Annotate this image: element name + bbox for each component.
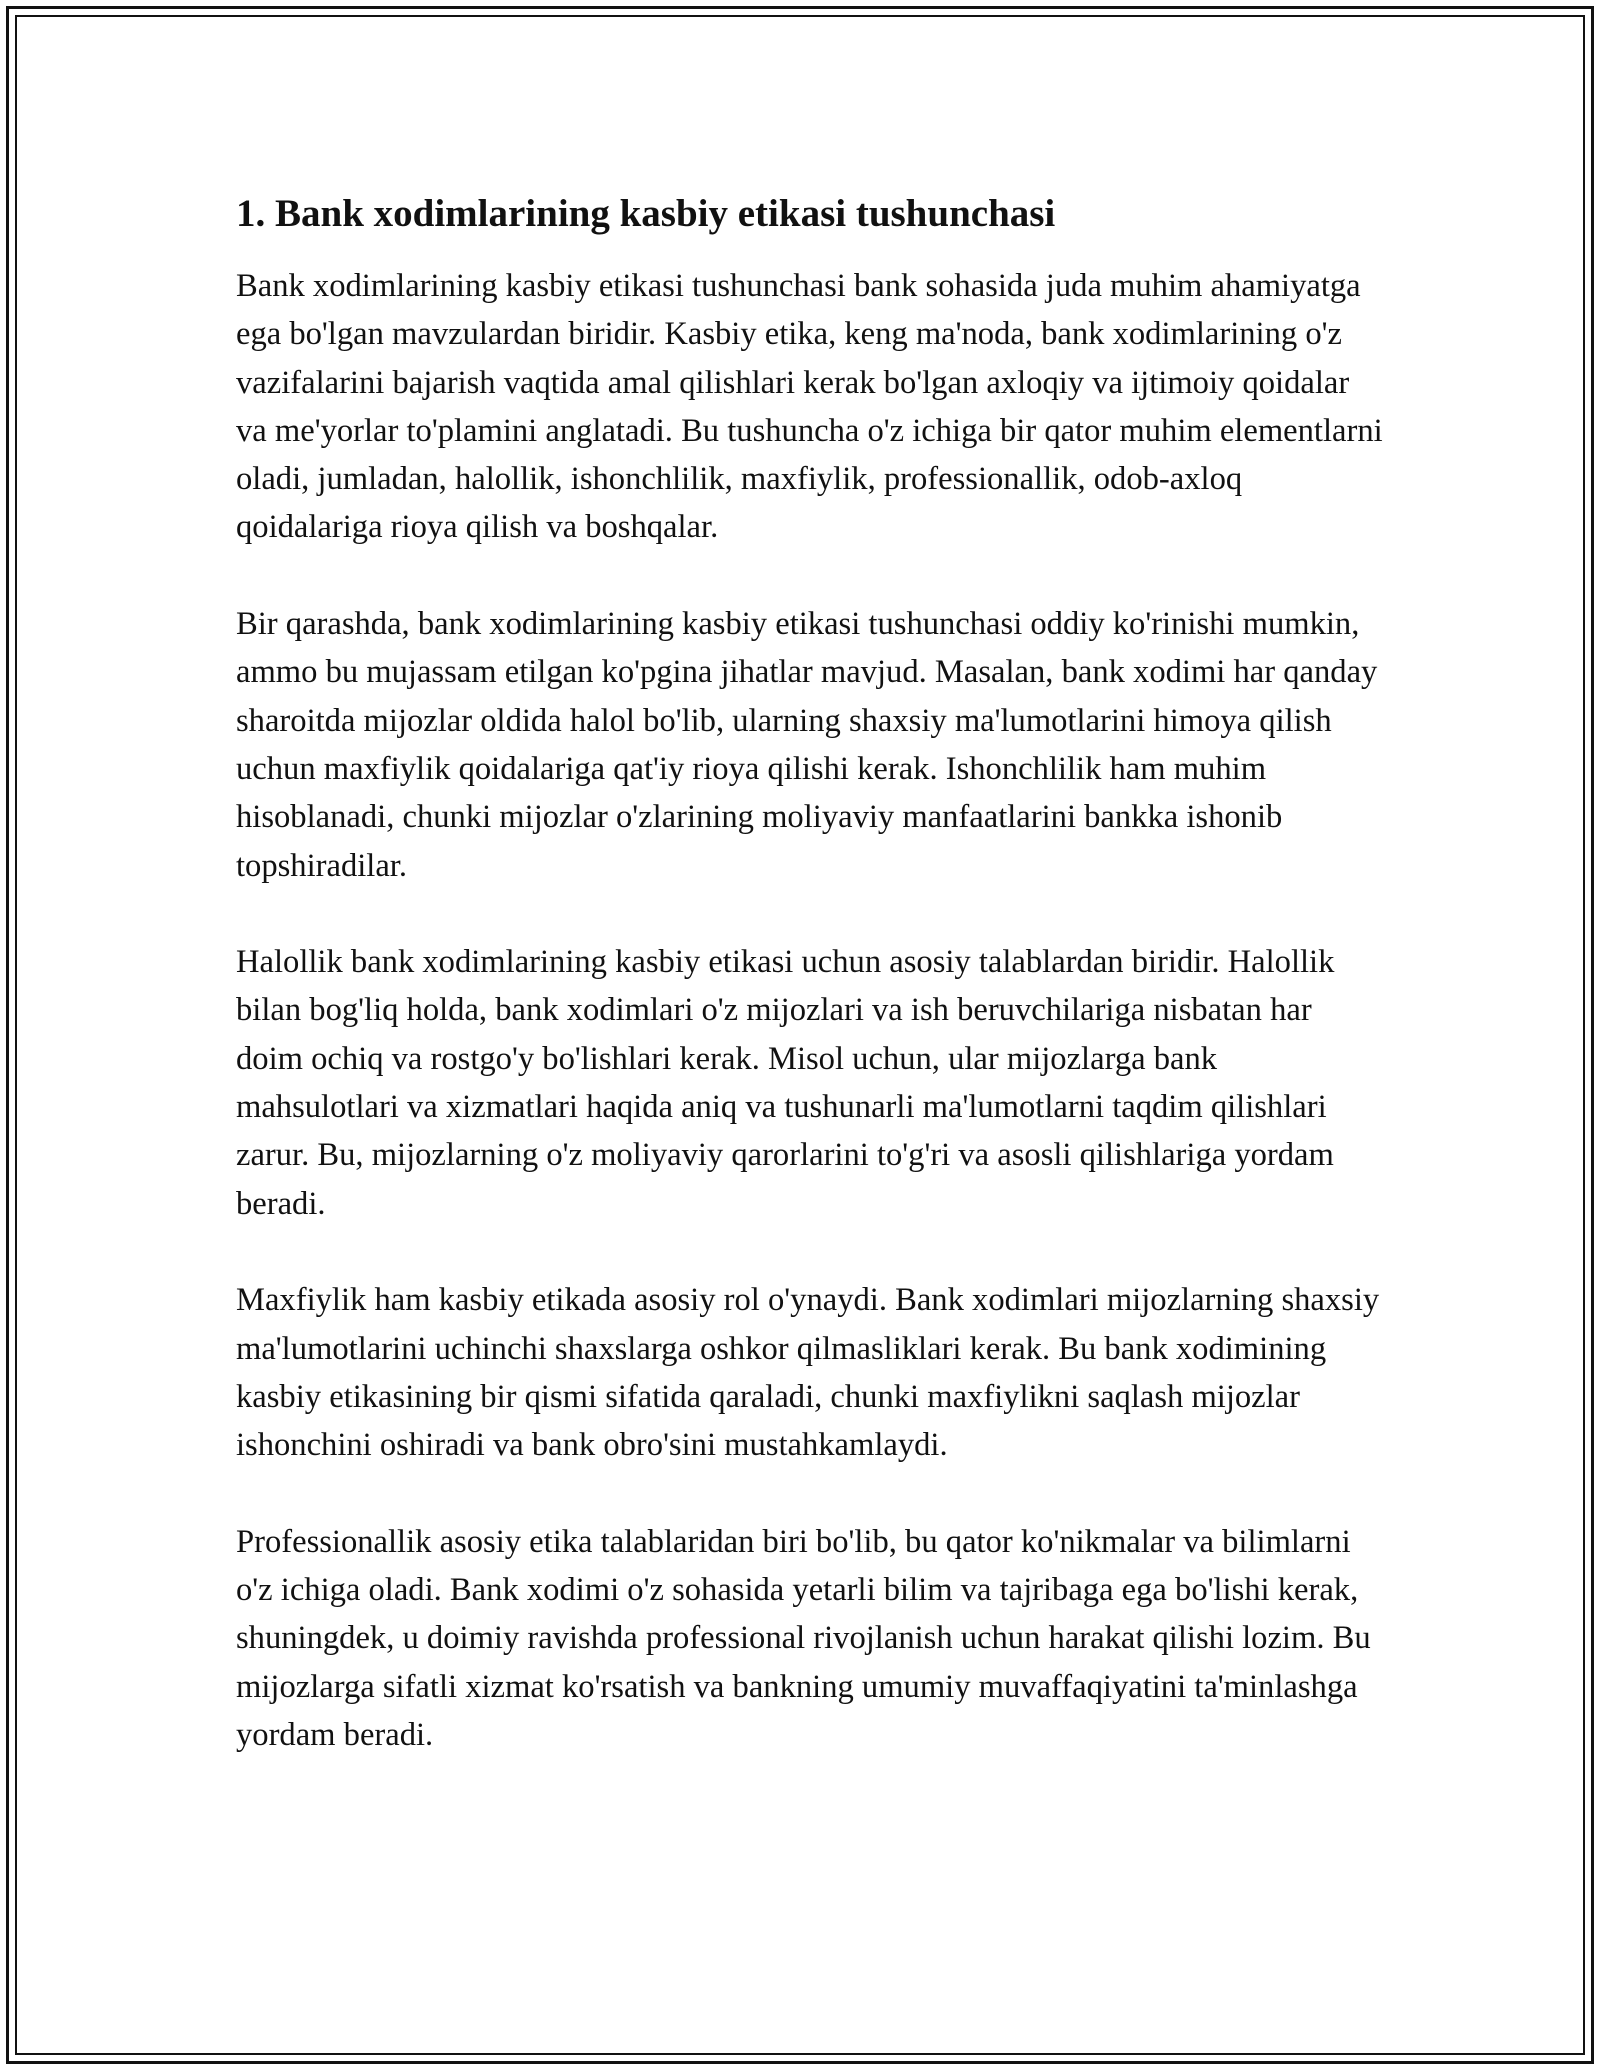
paragraph-definition: Bank xodimlarining kasbiy etikasi tushunchasi bank sohasida juda muhim ahamiyatga ega bo'lgan mavzulardan biridir. Kasbiy etika, keng ma'noda, bank xodimlarining o'z vazifalarini bajarish vaqtida amal qilishlari kerak bo'lgan axloqiy va ijtimoiy qoidalar va me'yorlar to'plamini anglatadi. Bu tushuncha o'z ichiga bir qator muhim elementlarni oladi, jumladan, halollik, ishonchlilik, maxfiylik, professionallik, odob-axloq qoidalariga rioya qilish va boshqalar. bbox=[236, 268, 1383, 546]
section-heading: 1. Bank xodimlarining kasbiy etikasi tushunchasi bbox=[236, 192, 1056, 235]
paragraph-confidentiality: Maxfiylik ham kasbiy etikada asosiy rol o'ynaydi. Bank xodimlari mijozlarning shaxsiy ma'lumotlarini uchinchi shaxslarga oshkor qilmasliklari kerak. Bu bank xodimining kasbiy etikasining bir qismi sifatida qaraladi, chunki maxfiylikni saqlash mijozlar ishonchini oshiradi va bank obro'sini mustahkamlaydi. bbox=[236, 1282, 1380, 1464]
paragraph-professionalism: Professionallik asosiy etika talablaridan biri bo'lib, bu qator ko'nikmalar va bilimlarni o'z ichiga oladi. Bank xodimi o'z sohasida yetarli bilim va tajribaga ega bo'lishi kerak, shuningdek, u doimiy ravishda professional rivojlanish uchun harakat qilishi lozim. Bu mijozlarga sifatli xizmat ko'rsatish va bankning umumiy muvaffaqiyatini ta'minlashga yordam beradi. bbox=[236, 1523, 1371, 1753]
paragraph-aspects: Bir qarashda, bank xodimlarining kasbiy etikasi tushunchasi oddiy ko'rinishi mumkin, ammo bu mujassam etilgan ko'pgina jihatlar mavjud. Masalan, bank xodimi har qanday sharoitda mijozlar oldida halol bo'lib, ularning shaxsiy ma'lumotlarini himoya qilish uchun maxfiylik qoidalariga qat'iy rioya qilishi kerak. Ishonchlilik ham muhim hisoblanadi, chunki mijozlar o'zlarining moliyaviy manfaatlarini bankka ishonib topshiradilar. bbox=[236, 606, 1378, 884]
document-body bbox=[236, 186, 1386, 1808]
paragraph-honesty: Halollik bank xodimlarining kasbiy etikasi uchun asosiy talablardan biridir. Halollik bilan bog'liq holda, bank xodimlari o'z mijozlari va ish beruvchilariga nisbatan har doim ochiq va rostgo'y bo'lishlari kerak. Misol uchun, ular mijozlarga bank mahsulotlari va xizmatlari haqida aniq va tushunarli ma'lumotlarni taqdim qilishlari zarur. Bu, mijozlarning o'z moliyaviy qarorlarini to'g'ri va asosli qilishlariga yordam beradi. bbox=[236, 944, 1335, 1222]
